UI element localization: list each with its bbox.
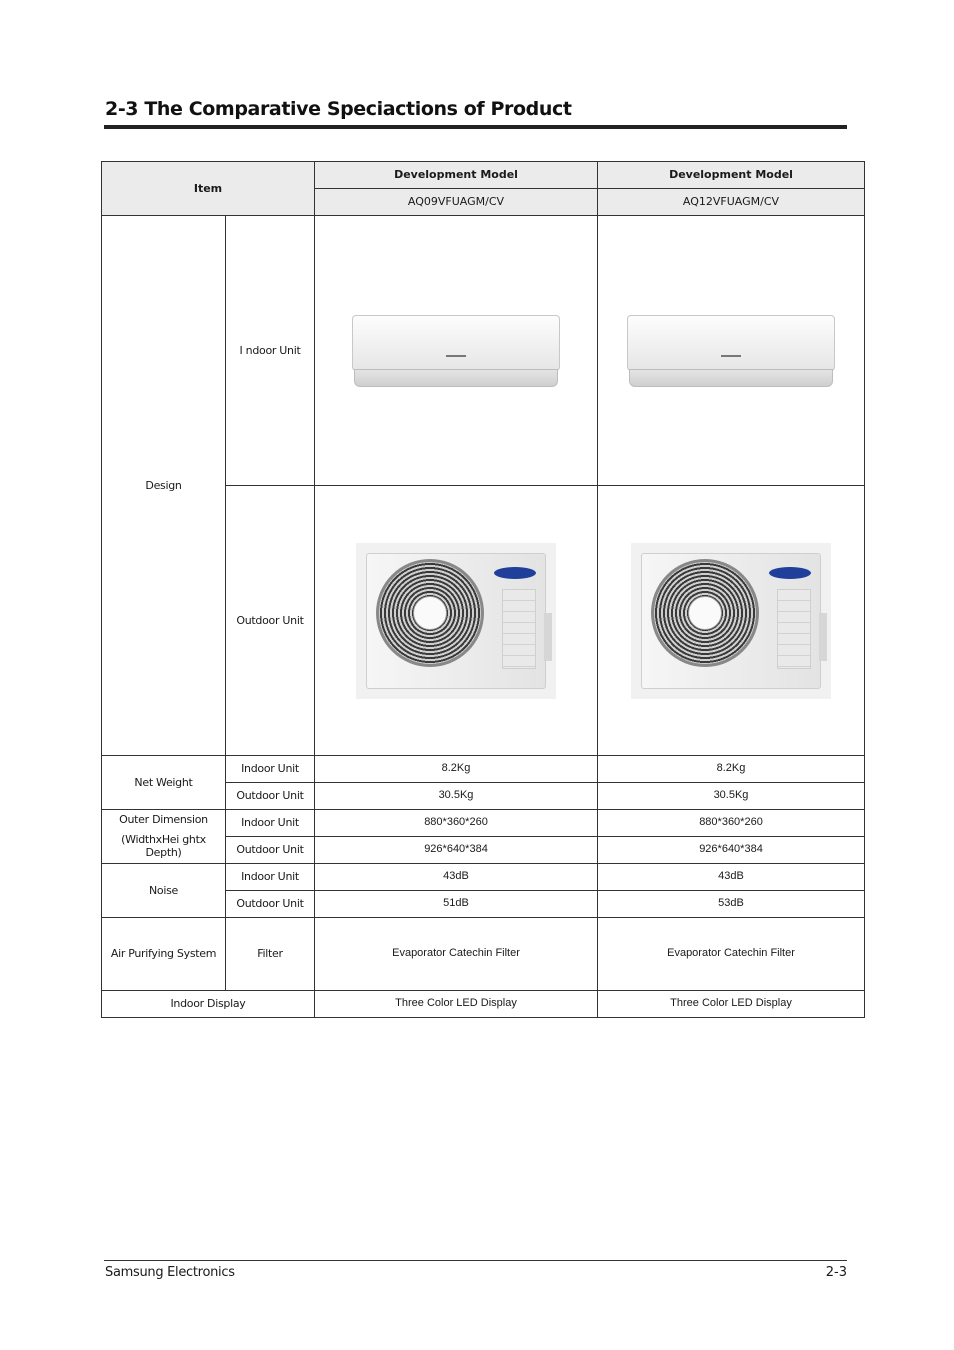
net-weight-indoor-label: Indoor Unit xyxy=(226,756,315,783)
noise-outdoor-value-2: 53dB xyxy=(598,891,865,918)
outdoor-unit-image-2 xyxy=(598,486,865,756)
noise-outdoor-value-1: 51dB xyxy=(315,891,598,918)
fan-hub xyxy=(688,596,722,630)
outer-dimension-indoor-value-2: 880*360*260 xyxy=(598,810,865,837)
brand-badge xyxy=(494,567,536,579)
model-2-name: AQ12VFUAGM/CV xyxy=(598,189,865,216)
air-purifying-filter-label: Filter xyxy=(226,918,315,991)
net-weight-indoor-value-1: 8.2Kg xyxy=(315,756,598,783)
outdoor-unit-image-1 xyxy=(315,486,598,756)
air-purifying-value-1: Evaporator Catechin Filter xyxy=(315,918,598,991)
fan-hub xyxy=(413,596,447,630)
footer-rule xyxy=(104,1260,847,1261)
valve-cover xyxy=(819,613,827,661)
air-purifying-value-2: Evaporator Catechin Filter xyxy=(598,918,865,991)
air-purifying-label: Air Purifying System xyxy=(102,918,226,991)
indoor-unit-image-1 xyxy=(315,216,598,486)
footer-company: Samsung Electronics xyxy=(105,1265,235,1280)
noise-indoor-value-2: 43dB xyxy=(598,864,865,891)
model-1-name: AQ09VFUAGM/CV xyxy=(315,189,598,216)
noise-outdoor-label: Outdoor Unit xyxy=(226,891,315,918)
page-title: 2-3 The Comparative Speciactions of Product xyxy=(105,98,572,120)
outdoor-unit-illustration xyxy=(356,543,556,699)
outer-dimension-indoor-label: Indoor Unit xyxy=(226,810,315,837)
net-weight-outdoor-value-2: 30.5Kg xyxy=(598,783,865,810)
indoor-display-value-2: Three Color LED Display xyxy=(598,991,865,1018)
indoor-unit-image-2 xyxy=(598,216,865,486)
item-header: Item xyxy=(102,162,315,216)
outer-dimension-label xyxy=(102,810,226,864)
indoor-unit-logo xyxy=(446,355,466,357)
outer-dimension-outdoor-value-1: 926*640*384 xyxy=(315,837,598,864)
indoor-unit-logo xyxy=(721,355,741,357)
outer-dimension-outdoor-value-2: 926*640*384 xyxy=(598,837,865,864)
outer-dimension-outdoor-label: Outdoor Unit xyxy=(226,837,315,864)
indoor-display-value-1: Three Color LED Display xyxy=(315,991,598,1018)
outdoor-unit-illustration xyxy=(631,543,831,699)
brand-badge xyxy=(769,567,811,579)
net-weight-label: Net Weight xyxy=(102,756,226,810)
indoor-unit-body xyxy=(352,315,560,371)
design-label: Design xyxy=(102,216,226,756)
outer-dimension-title: Outer Dimension xyxy=(119,812,208,826)
indoor-display-label: Indoor Display xyxy=(102,991,315,1018)
net-weight-indoor-value-2: 8.2Kg xyxy=(598,756,865,783)
indoor-unit-panel xyxy=(354,369,558,387)
side-vent xyxy=(502,589,536,669)
indoor-unit-illustration xyxy=(627,315,835,387)
net-weight-outdoor-label: Outdoor Unit xyxy=(226,783,315,810)
net-weight-outdoor-value-1: 30.5Kg xyxy=(315,783,598,810)
noise-label: Noise xyxy=(102,864,226,918)
design-outdoor-label: Outdoor Unit xyxy=(226,486,315,756)
side-vent xyxy=(777,589,811,669)
noise-indoor-label: Indoor Unit xyxy=(226,864,315,891)
footer-page-number: 2-3 xyxy=(825,1265,847,1280)
model-1-heading: Development Model xyxy=(315,162,598,189)
outer-dimension-subtitle: (WidthxHei ghtx Depth) xyxy=(121,832,206,860)
model-2-heading: Development Model xyxy=(598,162,865,189)
spec-table xyxy=(101,161,865,1018)
design-indoor-label: I ndoor Unit xyxy=(226,216,315,486)
indoor-unit-body xyxy=(627,315,835,371)
title-rule xyxy=(104,125,847,129)
outer-dimension-indoor-value-1: 880*360*260 xyxy=(315,810,598,837)
noise-indoor-value-1: 43dB xyxy=(315,864,598,891)
indoor-unit-illustration xyxy=(352,315,560,387)
indoor-unit-panel xyxy=(629,369,833,387)
valve-cover xyxy=(544,613,552,661)
